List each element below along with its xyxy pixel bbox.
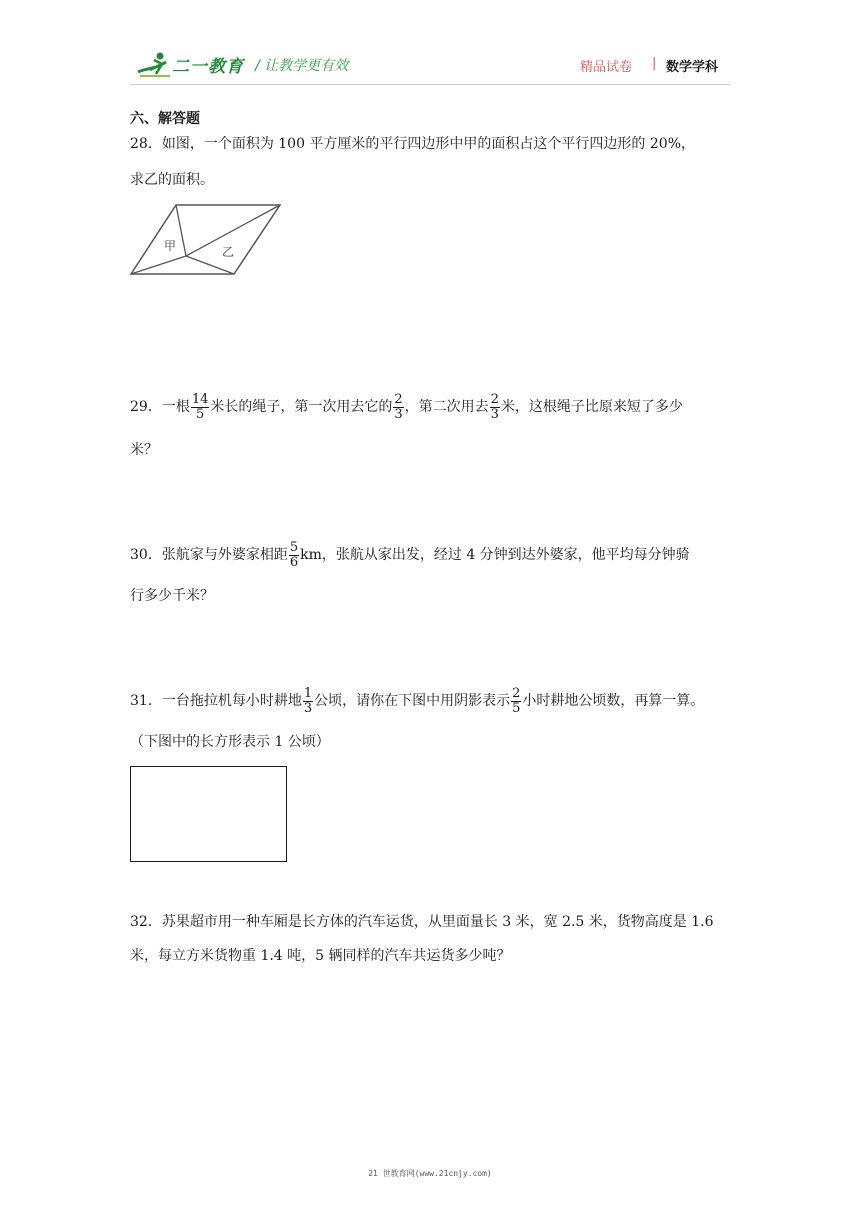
label-yi: 乙 — [222, 245, 235, 259]
fraction: $\frac{2}{3}$ — [394, 391, 403, 422]
q31-line1: 31．一台拖拉机每小时耕地 $\frac{1}{3}$ 公顷，请你在下图中用阴影表示 $\frac{2}{5}$ 小时耕地公顷数，再算一算。 — [130, 685, 705, 716]
header-subject: 数学学科 — [666, 60, 719, 75]
q29-line2: 米？ — [130, 442, 158, 458]
q32-line2: 米，每立方米货物重 1.4 吨，5 辆同样的汽车共运货多少吨？ — [130, 948, 511, 964]
fraction: $\frac{14}{5}$ — [191, 391, 209, 422]
page-footer: 21 世教育网(www.21cnjy.com) — [368, 1169, 492, 1178]
fraction: $\frac{2}{5}$ — [512, 685, 521, 716]
fraction: $\frac{5}{6}$ — [289, 539, 299, 570]
brand-name: 二一教育 — [172, 57, 244, 77]
brand-slogan: / 让教学更有效 — [255, 58, 349, 74]
q32-line1: 32．苏果超市用一种车厢是长方体的汽车运货，从里面量长 3 米，宽 2.5 米，货物高度是 1.6 — [130, 914, 714, 930]
q30-line2: 行多少千米？ — [130, 588, 214, 604]
hectare-rectangle[interactable] — [130, 766, 287, 862]
header-divider — [130, 84, 730, 85]
q31-line2: （下图中的长方形表示 1 公顷） — [130, 734, 330, 750]
q30-line1: 30．张航家与外婆家相距 $\frac{5}{6}$ km，张航从家出发，经过 4 分钟到达外婆家，他平均每分钟骑 — [130, 539, 690, 570]
header-separator: | — [652, 56, 657, 71]
fraction: $\frac{1}{3}$ — [303, 685, 313, 716]
q29-line1: 29．一根 $\frac{14}{5}$ 米长的绳子，第一次用去它的 $\frac{2}{3}$ ，第二次用去 $\frac{2}{3}$ 米，这根绳子比原来短了多少 — [130, 391, 683, 422]
q28-line2: 求乙的面积。 — [130, 172, 214, 188]
label-jia: 甲 — [164, 239, 177, 253]
header-label: 精品试卷 — [580, 60, 633, 75]
fraction: $\frac{2}{3}$ — [490, 391, 499, 422]
section-title: 六、解答题 — [130, 111, 200, 127]
parallelogram-figure — [128, 200, 284, 278]
q28-line1: 28．如图，一个面积为 100 平方厘米的平行四边形中甲的面积占这个平行四边形的 20%， — [130, 136, 696, 152]
